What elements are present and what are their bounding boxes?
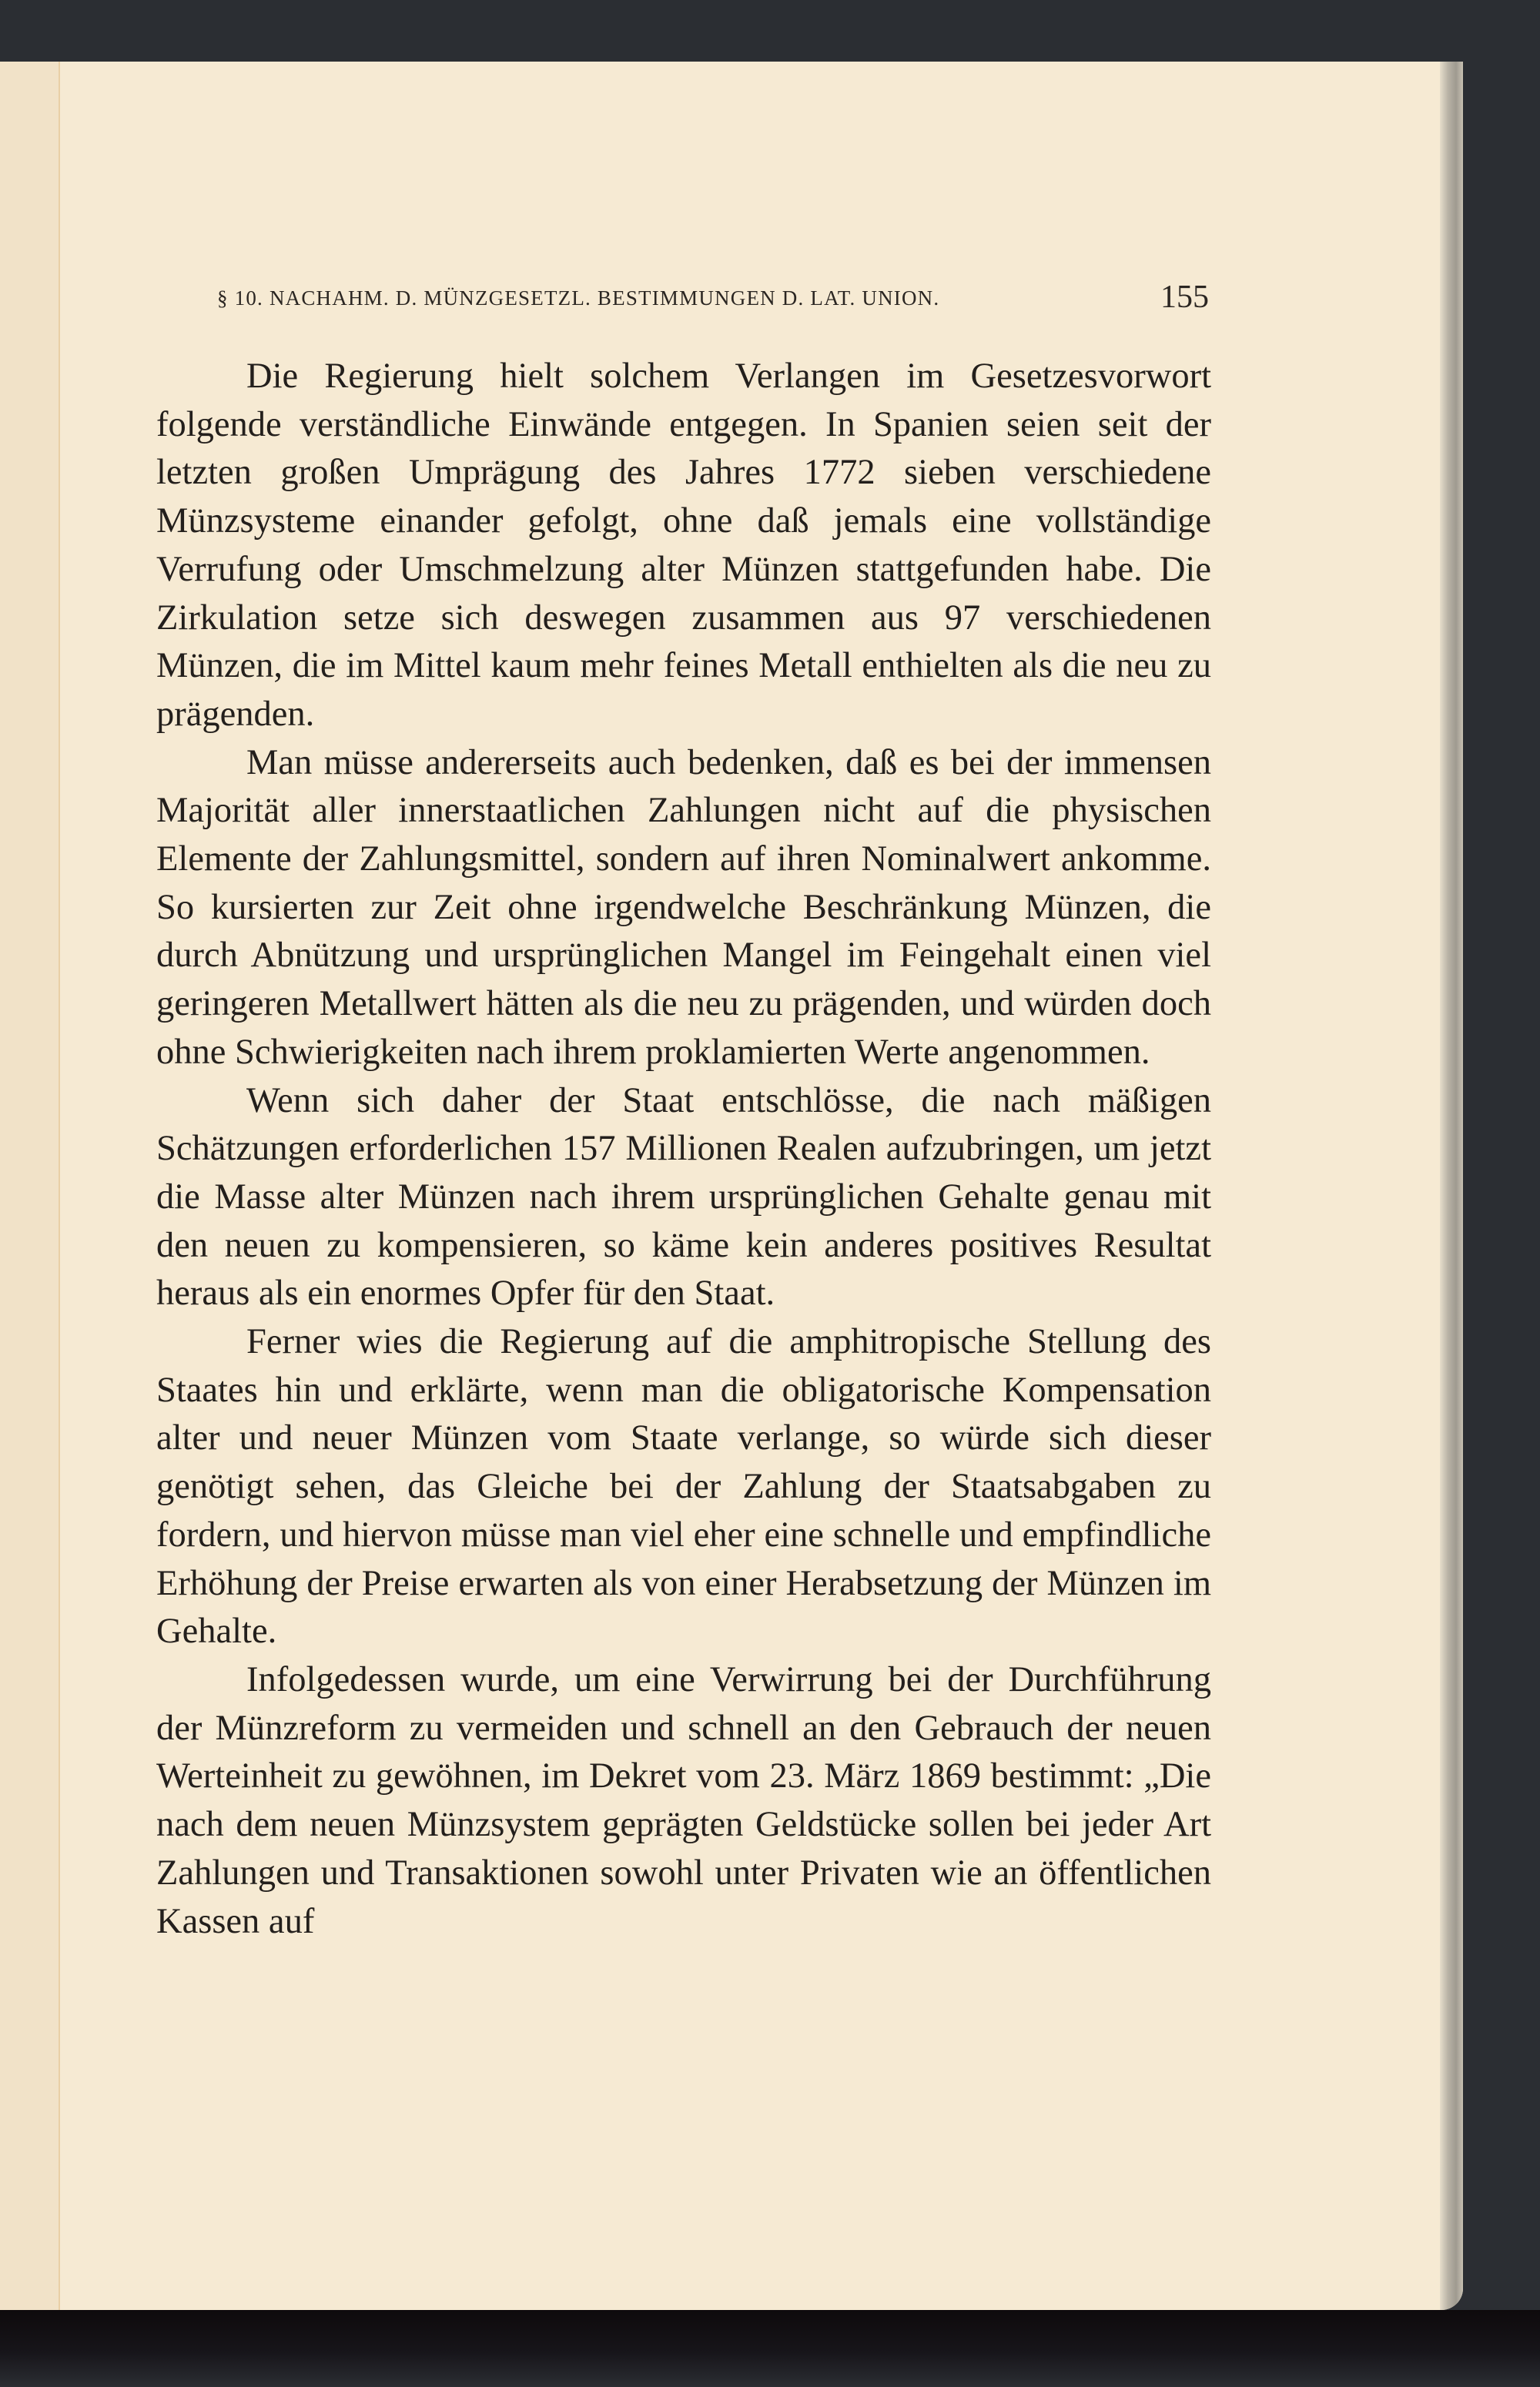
running-head-title: § 10. NACHAHM. D. MÜNZGESETZL. BESTIMMUNGEN D. LAT. UNION. (217, 286, 940, 310)
paragraph: Ferner wies die Regierung auf die amphitropische Stellung des Staates hin und erklärte, wenn man die obligatorische Kompensation alter und neuer Münzen vom Staate verlange, so würde sich dieser genötigt sehen, das Gleiche bei der Zahlung der Staatsabgaben zu fordern, und hiervon müsse man viel eher eine schnelle und empfindliche Erhöhung der Preise erwarten als von einer Herabsetzung der Münzen im Gehalte. (156, 1322, 1211, 1652)
scanner-backdrop (0, 2310, 1540, 2387)
page-stack-edge (1440, 62, 1463, 2310)
paragraph: Die Regierung hielt solchem Verlangen im Gesetzesvorwort folgende verständliche Einwände entgegen. In Spanien seien seit der letzten großen Umprägung des Jahres 1772 sieben verschiedene Münzsysteme einander gefolgt, ohne daß jemals eine vollständige Verrufung oder Umschmelzung alter Münzen stattgefunden habe. Die Zirkulation setze sich deswegen zusammen aus 97 verschiedenen Münzen, die im Mittel kaum mehr feines Metall enthielten als die neu zu prägenden. (156, 357, 1211, 734)
body-text (156, 353, 1211, 1946)
running-head (217, 279, 1209, 325)
book-page (0, 62, 1463, 2310)
paragraph: Man müsse andererseits auch bedenken, daß es bei der immensen Majorität aller innerstaatlichen Zahlungen nicht auf die physischen Elemente der Zahlungsmittel, sondern auf ihren Nominalwert ankomme. So kursierten zur Zeit ohne irgendwelche Beschränkung Münzen, die durch Abnützung und ursprünglichen Mangel im Feingehalt einen viel geringeren Metallwert hätten als die neu zu prägenden, und würden doch ohne Schwierigkeiten nach ihrem proklamierten Werte angenommen. (156, 742, 1211, 1072)
paragraph: Infolgedessen wurde, um eine Verwirrung bei der Durchführung der Münzreform zu vermeiden und schnell an den Gebrauch der neuen Werteinheit zu gewöhnen, im Dekret vom 23. März 1869 bestimmt: „Die nach dem neuen Münzsystem geprägten Geldstücke sollen bei jeder Art Zahlungen und Transaktionen sowohl unter Privaten wie an öffentlichen Kassen auf (156, 1659, 1211, 1941)
paragraph: Wenn sich daher der Staat entschlösse, die nach mäßigen Schätzungen erforderlichen 157 Millionen Realen aufzubringen, um jetzt die Masse alter Münzen nach ihrem ursprünglichen Gehalte genau mit den neuen zu kompensieren, so käme kein anderes positives Resultat heraus als ein enormes Opfer für den Staat. (156, 1080, 1211, 1314)
facing-page-edge (0, 62, 60, 2310)
page-number: 155 (1160, 280, 1209, 315)
